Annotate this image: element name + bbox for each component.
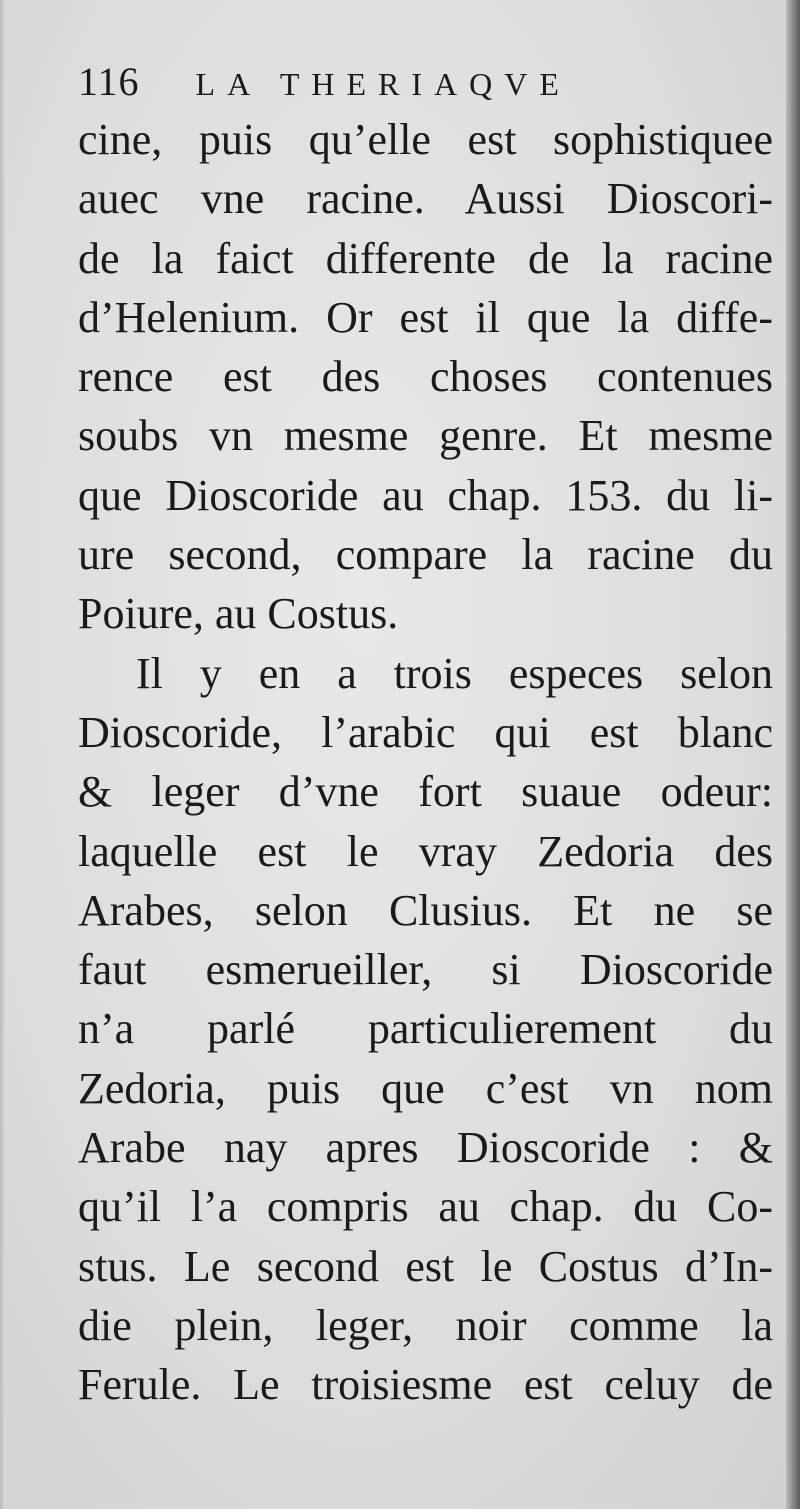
text-line: ure second, compare la racine du — [78, 530, 773, 580]
text-line: Arabes, selon Clusius. Et ne se — [78, 885, 773, 935]
text-line: que Dioscoride au chap. 153. du li- — [78, 470, 773, 520]
text-line: Ferule. Le troisiesme est celuy de — [78, 1360, 773, 1410]
text-line: & leger d’vne fort suaue odeur: — [78, 767, 773, 817]
page-header — [78, 58, 678, 108]
paragraph-last-line: Poiure, au Costus. — [78, 589, 399, 639]
body-text — [78, 110, 773, 1415]
text-line: d’Helenium. Or est il que la diffe- — [78, 292, 773, 342]
text-line: cine, puis qu’elle est sophistiquee — [78, 115, 773, 164]
running-title: LA THERIAQVE — [195, 66, 571, 102]
text-line: Dioscoride, l’arabic qui est blanc — [78, 707, 773, 757]
text-line: qu’il l’a compris au chap. du Co- — [78, 1182, 773, 1232]
text-line: soubs vn mesme genre. Et mesme — [78, 411, 773, 461]
paragraph-first-line: Il y en a trois especes selon — [136, 648, 773, 698]
text-line: rence est des choses contenues — [78, 352, 773, 402]
text-line: auec vne racine. Aussi Dioscori- — [78, 174, 773, 224]
page-right-edge-shadow — [786, 0, 800, 1509]
text-line: faut esmerueiller, si Dioscoride — [78, 945, 773, 995]
text-line: stus. Le second est le Costus d’In- — [78, 1241, 773, 1291]
page-left-edge — [0, 0, 6, 1509]
text-line: n’a parlé particulierement du — [78, 1004, 773, 1054]
page-number: 116 — [78, 59, 140, 104]
text-line: Arabe nay apres Dioscoride : & — [78, 1123, 773, 1173]
text-line: de la faict differente de la racine — [78, 233, 773, 283]
text-line: Zedoria, puis que c’est vn nom — [78, 1063, 773, 1113]
text-line: laquelle est le vray Zedoria des — [78, 826, 773, 876]
text-line: die plein, leger, noir comme la — [78, 1300, 773, 1350]
